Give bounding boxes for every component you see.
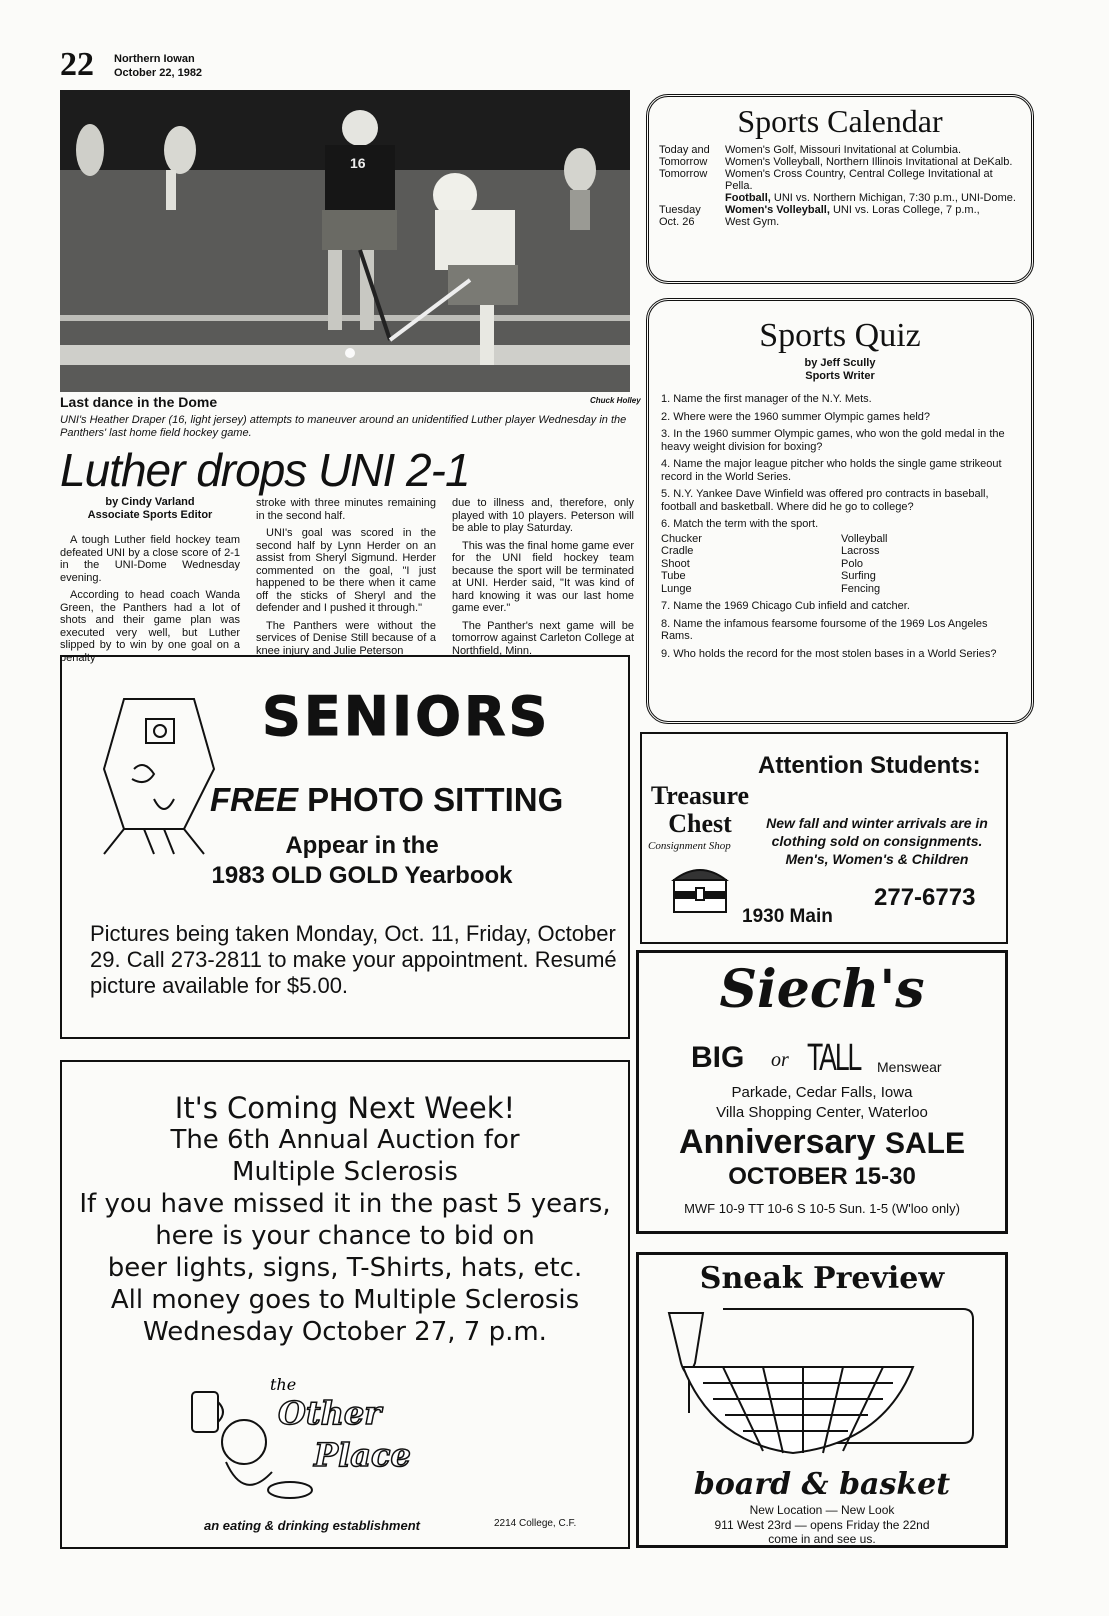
quiz-question: 5. N.Y. Yankee Dave Winfield was offered pro contracts in baseball, football and basketball. Where did he go to college? [661,488,989,513]
siechs-name: Siech's [719,959,925,1020]
sports-calendar [646,94,1034,284]
photo-caption-title: Last dance in the Dome [60,394,218,410]
menswear-text: Menswear [877,1059,942,1075]
big-text: BIG [691,1041,745,1074]
match-term: Shoot [661,557,690,570]
paragraph: This was the final home game ever for the UNI field hockey team because the sport will be terminated at UNI. Herder said, "It was kind of hard knowing it was our last home game ever." [452,539,634,614]
arrivals-line: Men's, Women's & Children [785,851,969,867]
calendar-row [659,204,1021,216]
match-sport: Fencing [841,582,881,595]
match-sport: Lacross [841,545,880,557]
quiz-question: 6. Match the term with the sport. [661,518,819,530]
paragraph: A tough Luther field hockey team defeated UNI by a close score of 2-1 in the UNI-Dome Wednesday evening. [60,534,240,584]
calendar-day: Today and [659,144,710,156]
quiz-title: Sports Quiz [759,317,921,354]
calendar-day: Tomorrow [659,156,708,168]
treasure-chest-icon [668,858,732,918]
tall-text: TALL [807,1037,861,1079]
calendar-row [659,192,1021,204]
location-line: Parkade, Cedar Falls, Iowa [731,1084,913,1101]
other-place-address: 2214 College, C.F. [494,1518,577,1529]
siechs-locations [639,1083,1005,1123]
byline-name: by Cindy Varland [105,496,195,508]
quiz-question: 2. Where were the 1960 summer Olympic games held? [661,410,931,423]
basket-illustration [663,1303,983,1463]
page-number: 22 [60,46,94,83]
byline-title: Associate Sports Editor [87,509,213,521]
arrivals-text [750,814,1004,868]
sneak-preview-info [639,1503,1005,1547]
name-line-1: Treasure [650,781,750,810]
quiz-question: 7. Name the 1969 Chicago Cub infield and catcher. [661,600,910,612]
match-term: Chucker [661,532,702,545]
calendar-day: Tomorrow [659,168,708,180]
arrivals-line: New fall and winter arrivals are in [766,815,988,831]
logo-place: Place [314,1436,411,1474]
auction-text [62,1092,628,1348]
treasure-address: 1930 Main [742,906,833,927]
quiz-question: 8. Name the infamous fearsome foursome of the 1969 Los Angeles Rams. [661,617,988,642]
logo-other: Other [278,1394,382,1432]
yearbook-line: 1983 OLD GOLD Yearbook [211,862,513,889]
quiz-byline [649,357,1031,383]
quiz-questions [661,393,1019,660]
auction-line: Multiple Sclerosis [232,1157,458,1187]
board-and-basket-logo: board & basket [693,1467,951,1502]
name-line-2: Chest [668,809,732,838]
article-column-2 [256,497,436,662]
auction-line: The 6th Annual Auction for [170,1125,520,1155]
sale-word: SALE [884,1127,965,1160]
attention-students: Attention Students: [758,752,981,779]
auction-line: Wednesday October 27, 7 p.m. [143,1317,547,1347]
auction-line: All money goes to Multiple Sclerosis [110,1285,580,1315]
free-photo-sitting [210,781,563,819]
sale-dates: OCTOBER 15-30 [728,1163,916,1190]
photo-caption: UNI's Heather Draper (16, light jersey) attempts to maneuver around an unidentified Luther player Wednesday in the Panthers' last home field hockey game. [60,414,627,439]
calendar-title: Sports Calendar [737,103,943,139]
treasure-chest-ad [640,732,1008,944]
auction-ad [60,1060,630,1549]
info-line: 911 West 23rd — opens Friday the 22nd [714,1517,930,1532]
paragraph: The Panther's next game will be tomorrow against Carleton College at Northfield, Minn. [452,619,634,657]
auction-line: beer lights, signs, T-Shirts, hats, etc. [107,1253,583,1283]
match-term: Cradle [661,545,694,557]
logo-the: the [270,1375,297,1394]
photo-credit: Chuck Holley [590,396,641,405]
consignment-shop: Consignment Shop [648,840,731,852]
calendar-day: Oct. 26 [659,216,695,228]
paragraph: due to illness and, therefore, only played with 10 players. Peterson will be able to play Saturday. [452,497,634,534]
match-sport: Polo [841,557,864,570]
paragraph: stroke with three minutes remaining in the second half. [256,497,436,522]
info-line: come in and see us. [768,1532,876,1546]
calendar-event: Women's Volleyball, UNI vs. Loras College, 7 p.m., [725,204,980,216]
auction-line: If you have missed it in the past 5 years, [79,1189,611,1219]
article-column-3 [452,497,634,662]
other-place-tagline: an eating & drinking establishment [204,1518,420,1533]
free-word: FREE [210,781,299,818]
store-hours: MWF 10-9 TT 10-6 S 10-5 Sun. 1-5 (W'loo only) [684,1201,960,1216]
anniversary-sale [639,1123,1005,1162]
quiz-question: 9. Who holds the record for the most stolen bases in a World Series? [661,647,997,660]
calendar-event: Football, UNI vs. Northern Michigan, 7:30 p.m., UNI-Dome. [725,192,1016,204]
paragraph: According to head coach Wanda Green, the Panthers had a lot of shots and their game plan was executed very well, but Luther slipped by to win by one goal on a penalty [60,589,240,664]
appear-text [162,831,562,891]
auction-line: It's Coming Next Week! [174,1091,516,1125]
siechs-ad [636,950,1008,1234]
location-line: Villa Shopping Center, Waterloo [716,1104,928,1121]
other-place-logo [182,1372,422,1512]
sports-quiz [646,298,1034,724]
calendar-event: Women's Cross Country, Central College Invitational at Pella. [725,168,993,192]
article-column-1 [60,534,240,669]
calendar-row [659,144,1021,156]
match-sport: Volleyball [841,532,888,545]
paper-name: Northern Iowan [114,53,195,65]
anniversary-word: Anniversary [678,1123,876,1161]
byline [60,496,240,522]
appear-line: Appear in the [285,832,439,859]
calendar-table [659,144,1021,228]
issue-date: October 22, 1982 [114,67,203,79]
calendar-row [659,168,1021,192]
paragraph: UNI's goal was scored in the second half by Lynn Herder on an assist from Sheryl Sigmund. Herder commented on the goal, "I just happened to be there when it came off the sticks of Sheryl and the defender and I pushed it through." [256,527,436,614]
treasure-chest-name [646,782,754,838]
match-term: Tube [661,570,686,582]
auction-line: here is your chance to bid on [155,1221,535,1251]
quiz-match-list [661,533,1019,596]
calendar-row [659,216,1021,228]
seniors-title: SENIORS [262,685,551,748]
calendar-event: Women's Golf, Missouri Invitational at Columbia. [725,144,962,156]
or-text: or [771,1049,789,1071]
jersey-number: 16 [350,155,366,171]
sneak-preview-ad [636,1252,1008,1548]
quiz-author-title: Sports Writer [805,370,875,382]
calendar-event: Women's Volleyball, Northern Illinois Invitational at DeKalb. [725,156,1013,168]
arrivals-line: clothing sold on consignments. [771,833,983,849]
paragraph: The Panthers were without the services of Denise Still because of a knee injury and Julie Peterson [256,619,436,657]
free-rest: PHOTO SITTING [298,781,564,818]
calendar-day: Tuesday [659,204,701,216]
quiz-question: 1. Name the first manager of the N.Y. Mets. [661,393,872,405]
sneak-preview-title: Sneak Preview [699,1261,945,1296]
quiz-question: 4. Name the major league pitcher who holds the single game strikeout record in the World Series. [661,458,1002,483]
field-hockey-photo [60,90,630,392]
match-sport: Surfing [841,570,876,582]
match-term: Lunge [661,582,692,595]
quiz-question: 3. In the 1960 summer Olympic games, who won the gold medal in the heavy weight division for boxing? [661,428,1005,453]
calendar-event: West Gym. [725,216,780,228]
calendar-day [659,192,725,204]
info-line: New Location — New Look [749,1503,895,1517]
masthead [114,52,202,80]
article-headline: Luther drops UNI 2-1 [60,444,470,496]
treasure-phone: 277-6773 [874,884,976,911]
seniors-details: Pictures being taken Monday, Oct. 11, Friday, October 29. Call 273-2811 to make your appointment. Resumé picture available for $5.00. [90,921,617,998]
seniors-photo-ad [60,655,630,1039]
calendar-row [659,156,1021,168]
quiz-author: by Jeff Scully [804,357,876,369]
